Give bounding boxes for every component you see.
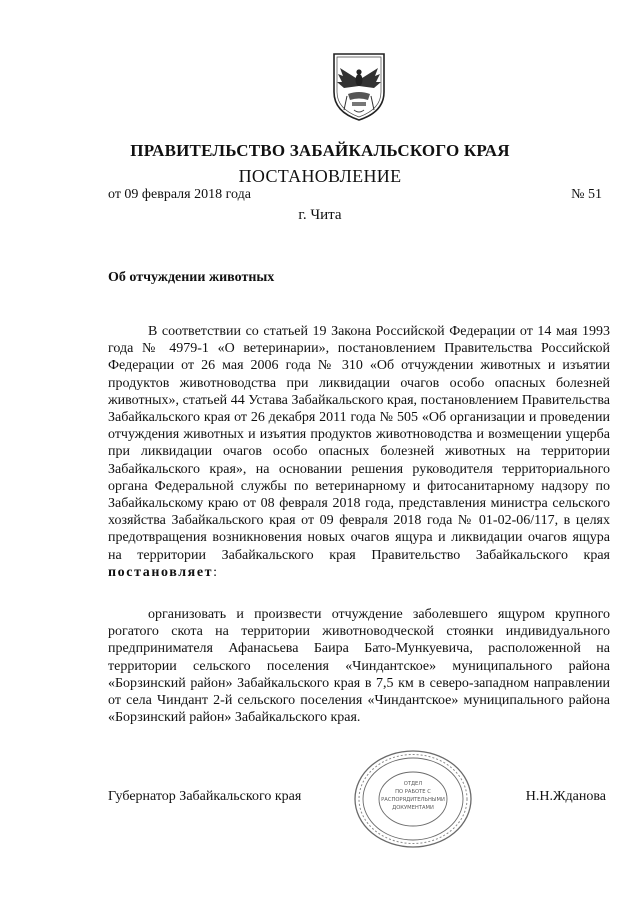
- stamp-line-1: ОТДЕЛ: [403, 781, 423, 787]
- official-stamp: [352, 748, 474, 850]
- document-number: № 51: [571, 187, 602, 202]
- coat-of-arms-icon: [328, 50, 390, 122]
- stamp-line-4: ДОКУМЕНТАМИ: [392, 805, 434, 811]
- government-title: ПРАВИТЕЛЬСТВО ЗАБАЙКАЛЬСКОГО КРАЯ: [130, 141, 510, 160]
- signatory-name: Н.Н.Жданова: [525, 789, 606, 804]
- resolution-paragraph: организовать и произвести отчуждение заболевшего ящуром крупного рогатого скота на территории животноводческой стоянки индивидуального предпринимателя Афанасьева Баира Бато-Мункуевича, расположенной на территории сельского поселения «Чиндантское» муниципального района «Борзинский район» Забайкальского края в 7,5 км в северо-западном направлении от села Чиндант 2-й сельского поселения «Чиндантское» муниципального района «Борзинский район» Забайкальского края.: [108, 607, 610, 726]
- document-city: г. Чита: [298, 207, 342, 223]
- document-type: ПОСТАНОВЛЕНИЕ: [238, 166, 402, 186]
- resolution-keyword: постановляет: [108, 564, 214, 580]
- stamp-line-3: РАСПОРЯДИТЕЛЬНЫМИ: [381, 797, 445, 803]
- signatory-title: Губернатор Забайкальского края: [108, 789, 302, 804]
- document-date: от 09 февраля 2018 года: [108, 187, 251, 202]
- preamble-text: В соответствии со статьей 19 Закона Российской Федерации от 14 мая 1993 года № 4979-1 «О ветеринарии», постановлением Правительства Российской Федерации от 26 мая 2006 года № 310 «Об отчуждении животных и изъятии продуктов животноводства при ликвидации очагов особо опасных болезней животных», статьей 44 Устава Забайкальского края, постановлением Правительства Забайкальского края от 26 декабря 2011 года № 505 «Об организации и проведении отчуждения животных и изъятия продуктов животноводства и возмещении ущерба при ликвидации очагов особо опасных болезней животных на территории Забайкальского края», на основании решения руководителя территориального органа Федеральной службы по ветеринарному и фитосанитарному надзору по Забайкальскому краю от 08 февраля 2018 года, представления министра сельского хозяйства Забайкальского края от 09 февраля 2018 года № 01-02-06/117, в целях предотвращения возникновения новых очагов ящура и ликвидации очагов ящура на территории Забайкальского края Правительство Забайкальского края: [108, 324, 610, 563]
- document-subject: Об отчуждении животных: [108, 270, 275, 285]
- preamble-paragraph: [108, 323, 610, 581]
- stamp-line-2: ПО РАБОТЕ С: [395, 789, 431, 795]
- preamble-end: :: [213, 564, 218, 580]
